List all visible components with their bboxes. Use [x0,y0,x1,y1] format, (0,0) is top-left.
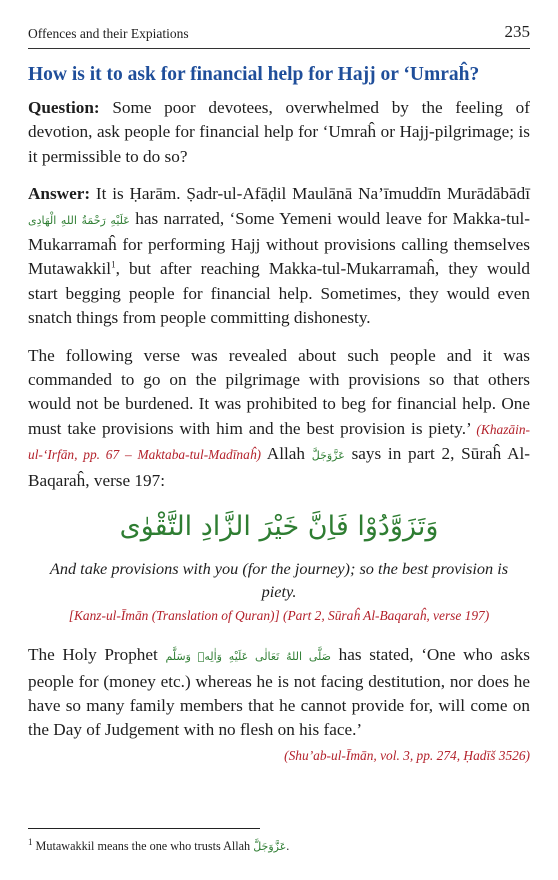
footnote-reference[interactable]: 1 [111,259,116,270]
page-body [28,62,530,767]
verse-intro-paragraph [28,344,530,493]
answer-text-3: , but after reaching Makka-tul-Mukarramaĥ, they would start begging people for financial help. Sometimes, they would even snatch things from people committing dishonesty. [28,259,530,328]
running-title: Offences and their Expiations [28,26,189,41]
page-number: 235 [504,22,530,41]
honorific-arabic: عَلَيْهِ رَحْمَةُ اللهِ الْهَادِى [28,213,130,227]
para2-text-1: The following verse was revealed about such people and it was commanded to go on the pilgrimage with provisions so that others would not be burdened. It was prohibited to beg for financial help. One must take provisions with him and the best provision is piety.’ [28,345,530,438]
para2-text-3: says in part 2, Sūraĥ Al-Baqaraĥ, verse 197: [28,444,530,490]
footnote-mark: 1 [28,836,33,847]
page-header [28,20,530,49]
hadith-text-1: The Holy Prophet [28,645,166,665]
hadith-reference: (Shu’ab-ul-Īmān, vol. 3, pp. 274, Ḥadīš 3526) [284,747,530,763]
verse-translation: And take provisions with you (for the journey); so the best provision is piety. [49,559,509,602]
honorific-arabic: عَزَّوَجَلَّ [311,449,345,463]
honorific-arabic: صَلَّى اللهُ تَعَالٰى عَلَيْهِ وَاٰلِهٖ وَسَلَّم [165,650,332,664]
section-heading: How is it to ask for financial help for Hajj or ‘Umraĥ? [28,64,480,85]
honorific-arabic: عَزَّوَجَلَّ [253,840,287,853]
footnote [28,838,530,855]
verse-reference: [Kanz-ul-Īmān (Translation of Quran)] (Part 2, Sūraĥ Al-Baqaraĥ, verse 197) [68,608,490,624]
source-reference: (Khazāin-ul-‘Irfān, pp. 67 – Maktaba-tul-Madīnaĥ) [28,421,530,463]
para2-text-2: Allah [260,444,312,464]
answer-paragraph [28,182,530,330]
footnote-end: . [286,839,290,853]
question-text: Some poor devotees, overwhelmed by the feeling of devotion, ask people for financial help for ‘Umraĥ or Hajj-pilgrimage; is it permissible to do so? [28,98,530,166]
quran-verse-arabic: وَتَزَوَّدُوْا فَاِنَّ خَيْرَ الزَّادِ التَّقْوٰى [119,511,439,543]
question-label: Question: [28,98,100,117]
answer-label: Answer: [28,184,91,204]
question-paragraph [28,96,530,169]
answer-text-1: It is Ḥarām. Ṣadr-ul-Afāḍil Maulānā Na’īmuddīn Murādābādī [90,184,530,204]
hadith-paragraph [28,643,530,743]
footnote-divider [28,828,260,829]
answer-text-2: has narrated, ‘Some Yemeni would leave for Makka-tul-Mukarramaĥ for performing Hajj without provisions calling themselves Mutawakkil [28,208,530,279]
hadith-text-2: has stated, ‘One who asks people for (money etc.) whereas he is not facing destitution, nor does he have so many family members that he cannot provide for, will come on the Day of Judgement with no flesh on his face.’ [28,645,531,740]
footnote-text: Mutawakkil means the one who trusts Allah [32,839,254,853]
